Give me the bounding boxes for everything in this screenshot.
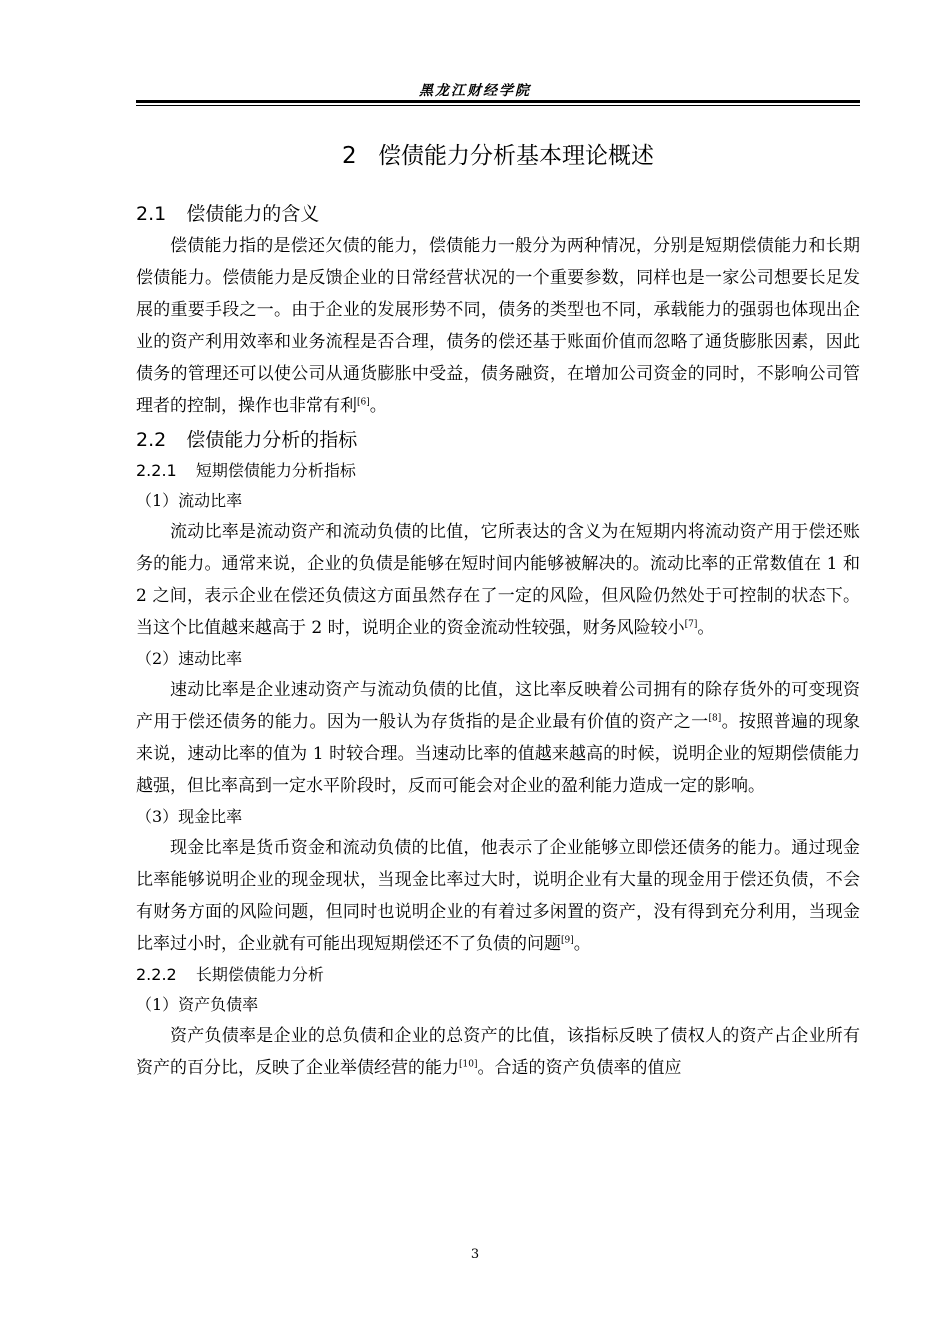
header-rule-thick xyxy=(136,100,860,103)
citation-6: [6] xyxy=(357,397,370,408)
paragraph-debt-capacity-meaning xyxy=(136,230,860,422)
chapter-title xyxy=(136,136,860,176)
paragraph-end: 。 xyxy=(697,618,715,638)
subsection-heading-2-2-1 xyxy=(136,456,860,486)
paragraph-text-b: 。合适的资产负债率的值应 xyxy=(477,1058,682,1078)
citation-10: [10] xyxy=(459,1059,478,1070)
paragraph-end: 。 xyxy=(369,396,387,416)
subsection-title: 短期偿债能力分析指标 xyxy=(195,461,356,480)
section-number: 2.2 xyxy=(136,429,167,451)
subsection-number: 2.2.2 xyxy=(136,965,177,984)
paragraph-end: 。 xyxy=(573,934,591,954)
paragraph-text: 偿债能力指的是偿还欠债的能力，偿债能力一般分为两种情况，分别是短期偿债能力和长期偿债能力。偿债能力是反馈企业的日常经营状况的一个重要参数，同样也是一家公司想要长足发展的重要手段之一。由于企业的发展形势不同，债务的类型也不同，承载能力的强弱也体现出企业的资产利用效率和业务流程是否合理，债务的偿还基于账面价值而忽略了通货膨胀因素，因此债务的管理还可以使公司从通货膨胀中受益，债务融资，在增加公司资金的同时，不影响公司管理者的控制，操作也非常有利 xyxy=(136,236,860,416)
section-title: 偿债能力分析的指标 xyxy=(186,429,358,451)
paragraph-quick-ratio xyxy=(136,674,860,802)
item-label-cash-ratio: （3）现金比率 xyxy=(136,807,243,826)
section-heading-2-1 xyxy=(136,198,860,230)
paragraph-text-b: 。按照普遍的现象来说，速动比率的值为 1 时较合理。当速动比率的值越来越高的时候，说明企业的短期偿债能力越强，但比率高到一定水平阶段时，反而可能会对企业的盈利能力造成一定的影响。 xyxy=(136,712,860,796)
paragraph-cash-ratio xyxy=(136,832,860,960)
paragraph-text: 流动比率是流动资产和流动负债的比值，它所表达的含义为在短期内将流动资产用于偿还账务的能力。通常来说，企业的负债是能够在短时间内能够被解决的。流动比率的正常数值在 1 和 2 之间，表示企业在偿还负债这方面虽然存在了一定的风险，但风险仍然处于可控制的状态下。当这个比值越来越高于 2 时，说明企业的资金流动性较强，财务风险较小 xyxy=(136,522,860,638)
subsection-number: 2.2.1 xyxy=(136,461,177,480)
paragraph-current-ratio xyxy=(136,516,860,644)
section-number: 2.1 xyxy=(136,203,167,225)
page-body xyxy=(136,136,860,1084)
section-title: 偿债能力的含义 xyxy=(186,203,320,225)
paragraph-text-a: 速动比率是企业速动资产与流动负债的比值，这比率反映着公司拥有的除存货外的可变现资产用于偿还债务的能力。因为一般认为存货指的是企业最有价值的资产之一 xyxy=(136,680,860,732)
subsection-title: 长期偿债能力分析 xyxy=(195,965,324,984)
citation-9: [9] xyxy=(561,935,574,946)
page-number: 3 xyxy=(470,1247,480,1262)
item-label-quick-ratio: （2）速动比率 xyxy=(136,649,243,668)
citation-7: [7] xyxy=(684,619,698,630)
item-label-debt-asset-ratio: （1）资产负债率 xyxy=(136,995,259,1014)
paragraph-text-a: 资产负债率是企业的总负债和企业的总资产的比值，该指标反映了债权人的资产占企业所有资产的百分比，反映了企业举债经营的能力 xyxy=(136,1026,860,1078)
citation-8: [8] xyxy=(708,713,722,724)
paragraph-text: 现金比率是货币资金和流动负债的比值，他表示了企业能够立即偿还债务的能力。通过现金比率能够说明企业的现金现状，当现金比率过大时，说明企业有大量的现金用于偿还负债，不会有财务方面的风险问题，但同时也说明企业的有着过多闲置的资产，没有得到充分利用，当现金比率过小时，企业就有可能出现短期偿还不了负债的问题 xyxy=(136,838,860,954)
chapter-number: 2 xyxy=(342,143,357,169)
section-heading-2-2 xyxy=(136,424,860,456)
paragraph-debt-asset-ratio xyxy=(136,1020,860,1084)
running-header-title: 黑龙江财经学院 xyxy=(419,83,531,99)
chapter-title-text: 偿债能力分析基本理论概述 xyxy=(377,143,654,169)
subsection-heading-2-2-2 xyxy=(136,960,860,990)
item-label-current-ratio: （1）流动比率 xyxy=(136,491,243,510)
header-rule-thin xyxy=(136,105,860,106)
